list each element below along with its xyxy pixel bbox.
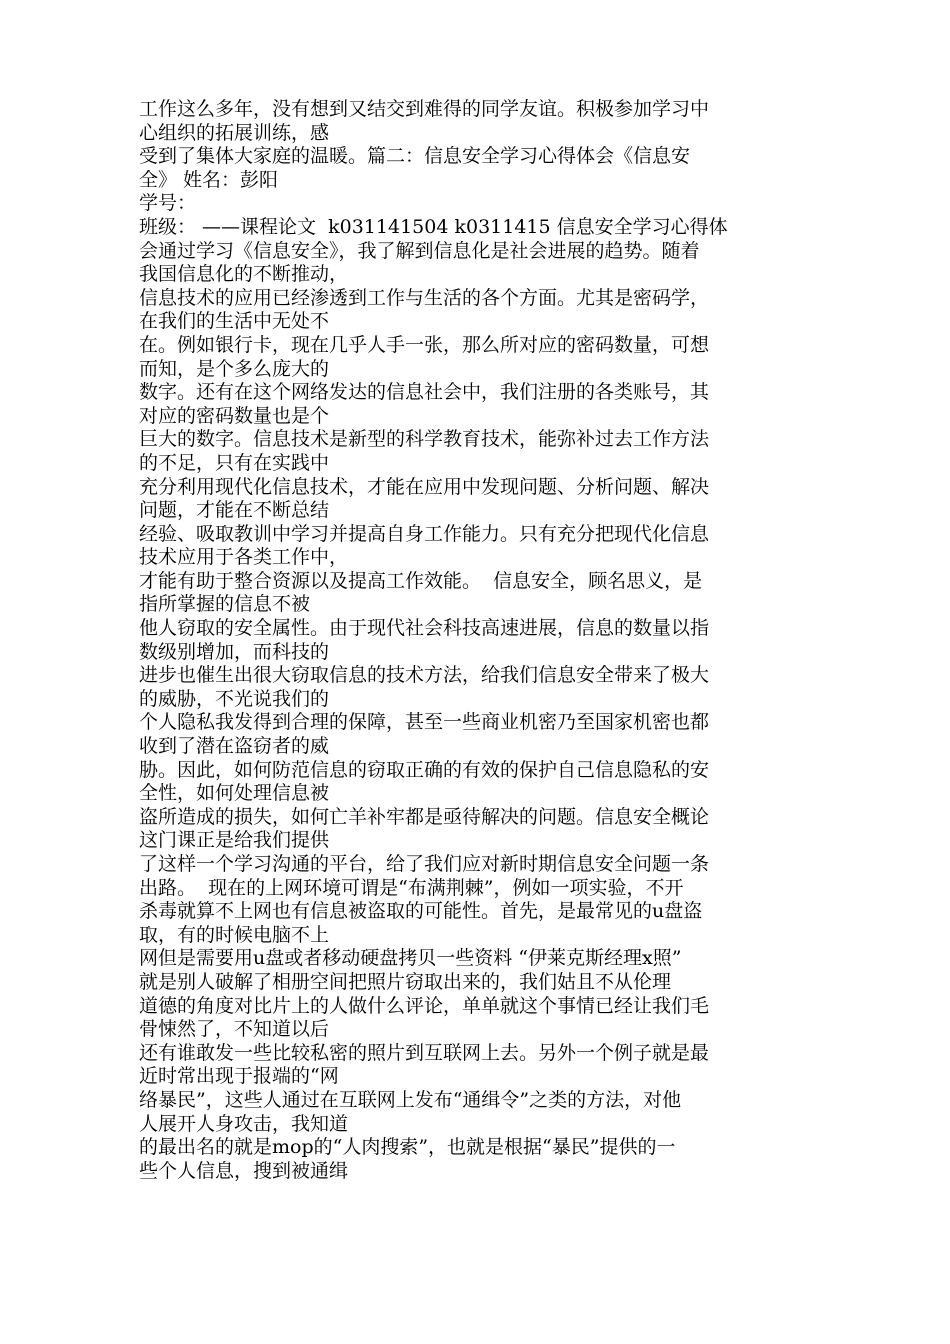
- text-line: 的不足，只有在实践中: [139, 451, 330, 474]
- text-line: 的威胁，不光说我们的: [139, 687, 330, 710]
- text-line: 会通过学习《信息安全》，我了解到信息化是社会进展的趋势。随着: [139, 239, 700, 262]
- text-line: 道德的角度对比片上的人做什么评论，单单就这个事情已经让我们毛: [139, 994, 710, 1017]
- text-line: 收到了潜在盗窃者的威: [139, 735, 330, 758]
- text-line: 出路。 现在的上网环境可谓是“布满荆棘”，例如一项实验，不开: [139, 876, 684, 899]
- document-body: [139, 98, 815, 1183]
- text-line: 络暴民”，这些人通过在互联网上发布“通缉令”之类的方法，对他: [139, 1088, 682, 1111]
- text-line: 经验、吸取教训中学习并提高自身工作能力。只有充分把现代化信息: [139, 522, 710, 545]
- text-line: 问题，才能在不断总结: [139, 499, 330, 522]
- text-line: 数级别增加，而科技的: [139, 640, 330, 663]
- text-line: 了这样一个学习沟通的平台，给了我们应对新时期信息安全问题一条: [139, 853, 710, 875]
- text-line: 学号：: [139, 192, 197, 215]
- text-line: 指所掌握的信息不被: [139, 593, 311, 616]
- text-line: 对应的密码数量也是个: [139, 404, 330, 427]
- text-line: 胁。因此，如何防范信息的窃取正确的有效的保护自己信息隐私的安: [139, 758, 710, 781]
- text-line: 骨悚然了，不知道以后: [139, 1018, 330, 1041]
- text-line: 这门课正是给我们提供: [139, 829, 330, 852]
- text-line: 心组织的拓展训练，感: [139, 121, 330, 144]
- text-line: 在我们的生活中无处不: [139, 310, 330, 333]
- text-line: 巨大的数字。信息技术是新型的科学教育技术，能弥补过去工作方法: [139, 428, 710, 451]
- text-line: 工作这么多年，没有想到又结交到难得的同学友谊。积极参加学习中: [139, 98, 710, 120]
- text-line: 才能有助于整合资源以及提高工作效能。 信息安全，顾名思义，是: [139, 569, 703, 592]
- text-line: 取，有的时候电脑不上: [139, 923, 330, 946]
- text-line: 我国信息化的不断推动，: [139, 263, 349, 286]
- text-line: 班级： ——课程论文 k031141504 k0311415 信息安全学习心得体: [139, 215, 728, 238]
- text-line: 数字。还有在这个网络发达的信息社会中，我们注册的各类账号，其: [139, 381, 710, 404]
- text-line: 近时常出现于报端的“网: [139, 1065, 339, 1088]
- text-line: 在。例如银行卡，现在几乎人手一张，那么所对应的密码数量，可想: [139, 333, 710, 356]
- text-line: 他人窃取的安全属性。由于现代社会科技高速进展，信息的数量以指: [139, 617, 710, 640]
- text-line: 进步也催生出很大窃取信息的技术方法，给我们信息安全带来了极大: [139, 664, 710, 687]
- text-line: 就是别人破解了相册空间把照片窃取出来的，我们姑且不从伦理: [139, 970, 672, 993]
- text-line: 而知，是个多么庞大的: [139, 357, 330, 380]
- text-line: 全性，如何处理信息被: [139, 782, 330, 805]
- text-line: 技术应用于各类工作中，: [139, 546, 349, 569]
- text-line: 受到了集体大家庭的温暖。篇二：信息安全学习心得体会《信息安: [139, 145, 691, 168]
- text-line: 杀毒就算不上网也有信息被盗取的可能性。首先，是最常见的u盘盗: [139, 900, 703, 923]
- text-line: 网但是需要用u盘或者移动硬盘拷贝一些资料 “伊莱克斯经理x照”: [139, 947, 682, 970]
- text-line: 还有谁敢发一些比较私密的照片到互联网上去。另外一个例子就是最: [139, 1041, 710, 1064]
- text-line: 的最出名的就是mop的“人肉搜索”，也就是根据“暴民”提供的一: [139, 1136, 676, 1159]
- text-line: 盗所造成的损失，如何亡羊补牢都是亟待解决的问题。信息安全概论: [139, 805, 710, 828]
- text-line: 全》 姓名：彭阳: [139, 168, 279, 191]
- text-line: 个人隐私我发得到合理的保障，甚至一些商业机密乃至国家机密也都: [139, 711, 710, 734]
- text-line: 些个人信息，搜到被通缉: [139, 1159, 349, 1182]
- text-line: 充分利用现代化信息技术，才能在应用中发现问题、分析问题、解决: [139, 475, 710, 498]
- text-line: 信息技术的应用已经渗透到工作与生活的各个方面。尤其是密码学，: [139, 286, 710, 309]
- text-line: 人展开人身攻击，我知道: [139, 1112, 349, 1135]
